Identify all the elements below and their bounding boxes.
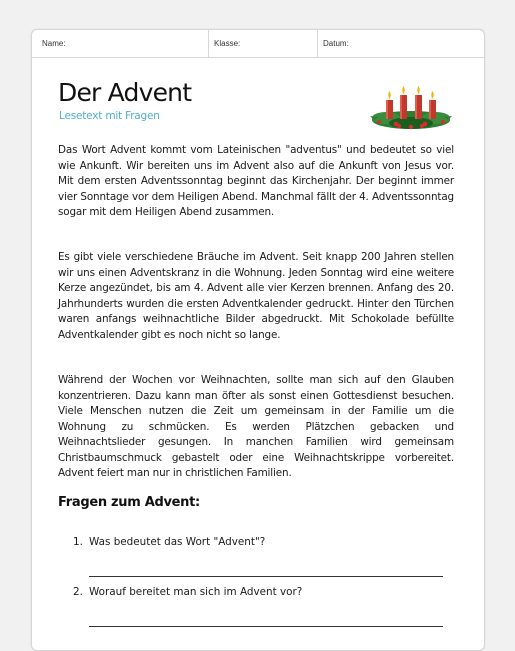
questions-heading: Fragen zum Advent: <box>58 495 200 510</box>
question-text: Worauf bereitet man sich im Advent vor? <box>89 586 303 598</box>
class-label: Klasse: <box>214 39 241 48</box>
question-number: 2. <box>73 586 83 598</box>
answer-line[interactable] <box>89 626 443 627</box>
name-label: Name: <box>42 39 66 48</box>
question-item <box>73 536 265 548</box>
page-subtitle: Lesetext mit Fragen <box>59 110 160 122</box>
worksheet <box>31 29 485 651</box>
divider <box>208 30 209 57</box>
date-label: Datum: <box>323 39 349 48</box>
advent-wreath-icon <box>370 86 452 130</box>
page-title: Der Advent <box>58 78 192 107</box>
paragraph: Es gibt viele verschiedene Bräuche im Advent. Seit knapp 200 Jahren stellen wir uns einen Adventskranz in die Wohnung. Jeden Sonntag wird eine weitere Kerze angezündet, bis am 4. Advent alle vier Kerzen brennen. Anfang des 20. Jahrhunderts wurden die ersten Adventkalender gedruckt. Hinter den Türchen waren anfangs weihnachtliche Bilder abgedruckt. Mit Schokolade befüllte Adventkalender gibt es noch nicht so lange. <box>58 251 454 341</box>
question-text: Was bedeutet das Wort "Advent"? <box>89 536 266 548</box>
question-number: 1. <box>73 536 83 548</box>
answer-line[interactable] <box>89 576 443 577</box>
paragraph: Das Wort Advent kommt vom Lateinischen "adventus" und bedeutet so viel wie Ankunft. Wir bereiten uns im Advent also auf die Ankunft von Jesus vor. Mit dem ersten Adventssonntag beginnt das Kirchenjahr. Der beginnt immer vier Sonntage vor dem Heiligen Abend. Manchmal fällt der 4. Adventssonntag sogar mit dem Heiligen Abend zusammen. <box>58 144 454 218</box>
divider <box>317 30 318 57</box>
question-item <box>73 586 302 598</box>
paragraph: Während der Wochen vor Weihnachten, sollte man sich auf den Glauben konzentrieren. Dazu kann man öfter als sonst einen Gottesdienst besuchen. Viele Menschen nutzen die Zeit um gemeinsam in der Familie um die Wohnung zu schmücken. Es werden Plätzchen gebacken und Weihnachtslieder gesungen. In manchen Familien wird gemeinsam Christbaumschmuck gebastelt oder eine Weihnachtskrippe vorbereitet. Advent feiert man nur in christlichen Familien. <box>58 374 454 479</box>
header-fields <box>32 30 484 58</box>
